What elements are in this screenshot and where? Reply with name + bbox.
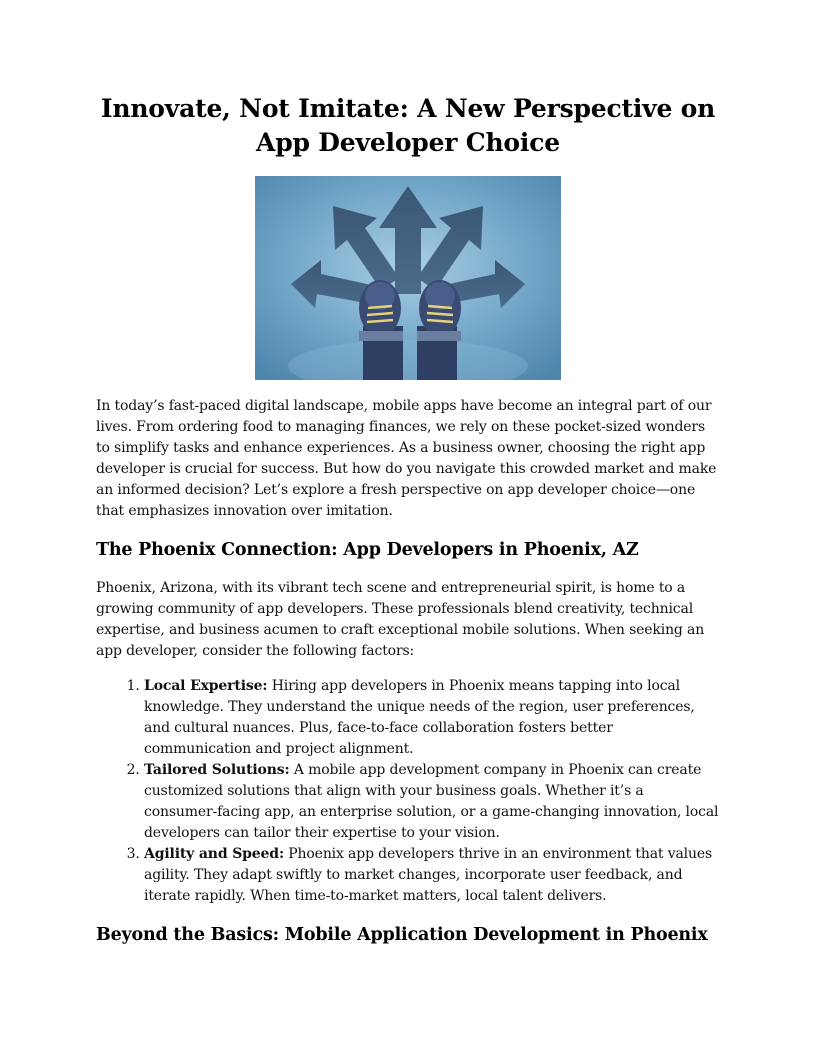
list-item-text: A mobile app development company in Phoenix can create customized solutions that align with your business goals. Whether it’s a consumer-facing app, an enterprise solution, or a game-changing innovation, local developers can tailor their expertise to your vision. [144,762,719,841]
intro-paragraph: In today’s fast-paced digital landscape, mobile apps have become an integral part of our lives. From ordering food to managing finances, we rely on these pocket-sized wonders to simplify tasks and enhance experiences. As a business owner, choosing the right app developer is crucial for success. But how do you navigate this crowded market and make an informed decision? Let’s explore a fresh perspective on app developer choice—one that emphasizes innovation over imitation. [96,398,717,519]
section-paragraph: Phoenix, Arizona, with its vibrant tech scene and entrepreneurial spirit, is home to a growing community of app developers. These professionals blend creativity, technical expertise, and business acumen to craft exceptional mobile solutions. When seeking an app developer, consider the following factors: [96,580,705,659]
section-heading-beyond-basics: Beyond the Basics: Mobile Application Development in Phoenix [96,925,708,945]
list-item-text: Phoenix app developers thrive in an environment that values agility. They adapt swiftly to market changes, incorporate user feedback, and iterate rapidly. When time-to-market matters, local talent delivers. [144,846,713,904]
document-page [96,92,720,947]
list-item [144,676,720,760]
section-heading-phoenix-connection: The Phoenix Connection: App Developers in Phoenix, AZ [96,540,639,560]
list-item-text: Hiring app developers in Phoenix means tapping into local knowledge. They understand the unique needs of the region, user preferences, and cultural nuances. Plus, face-to-face collaboration fosters better communication and project alignment. [144,678,695,757]
factors-list [96,676,720,907]
list-item [144,760,720,844]
list-item-label: Tailored Solutions: [144,762,290,778]
list-item-label: Local Expertise: [144,678,268,694]
document-title: Innovate, Not Imitate: A New Perspective on App Developer Choice [100,94,716,157]
list-item-label: Agility and Speed: [144,846,284,862]
right-shoe [417,280,461,380]
feet-with-arrows-image [255,176,561,380]
list-item [144,844,720,907]
left-shoe [359,280,403,380]
